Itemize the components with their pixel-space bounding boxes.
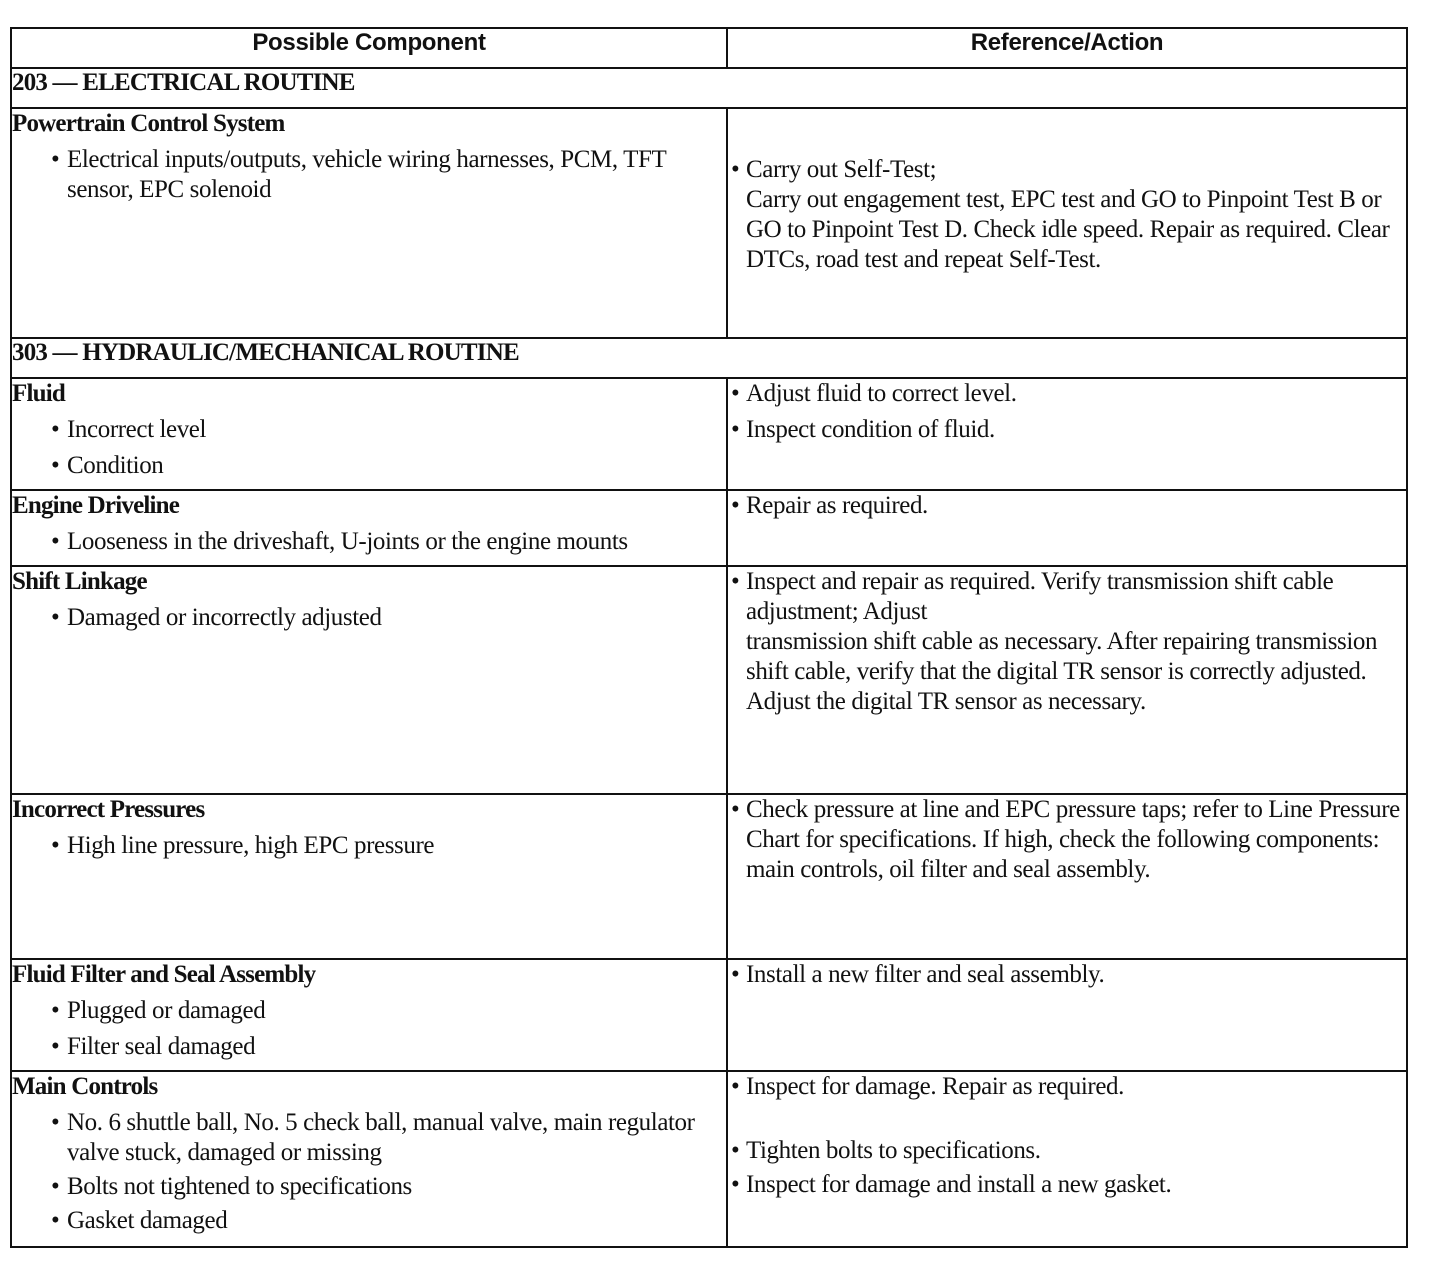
action-item: • Carry out Self-Test; [728,155,1406,185]
component-cell [11,566,727,794]
component-cell [11,959,727,1071]
component-title: Fluid Filter and Seal Assembly [12,961,316,988]
cause-item: • High line pressure, high EPC pressure [12,831,726,861]
header-reference-action: Reference/Action [727,28,1407,68]
action-item: • Check pressure at line and EPC pressure taps; refer to Line Pressure Chart for specifications. If high, check the following components: main controls, oil filter and seal assembly. [728,795,1406,885]
action-cell [727,1071,1407,1247]
table-row-powertrain [11,108,1407,338]
action-item: • Adjust fluid to correct level. [728,379,1406,409]
section-title: 303 — HYDRAULIC/MECHANICAL ROUTINE [11,338,1407,378]
section-row-electrical [11,68,1407,108]
action-item: • Inspect for damage and install a new gasket. [728,1170,1406,1200]
section-title: 203 — ELECTRICAL ROUTINE [11,68,1407,108]
component-cell [11,108,727,338]
cause-item: • Electrical inputs/outputs, vehicle wiring harnesses, PCM, TFT sensor, EPC solenoid [12,145,726,205]
table-row-incorrect-pressures [11,794,1407,959]
component-title: Shift Linkage [12,568,147,595]
action-cell [727,490,1407,566]
table-row-fluid [11,378,1407,490]
component-title: Fluid [12,380,65,407]
action-item-continued: transmission shift cable as necessary. After repairing transmission shift cable, verify that the digital TR sensor is correctly adjusted. Adjust the digital TR sensor as necessary. [746,628,1378,715]
table-row-fluid-filter [11,959,1407,1071]
action-cell [727,378,1407,490]
component-title: Powertrain Control System [12,110,285,137]
action-item-continued: Carry out engagement test, EPC test and GO to Pinpoint Test B or GO to Pinpoint Test D. Check idle speed. Repair as required. Clear DTCs, road test and repeat Self-Test. [746,186,1390,273]
component-title: Incorrect Pressures [12,796,205,823]
cause-item: • Damaged or incorrectly adjusted [12,603,726,633]
action-cell [727,794,1407,959]
diagnosis-table [10,27,1408,1248]
table-row-shift-linkage [11,566,1407,794]
cause-item: • Filter seal damaged [12,1032,726,1062]
cause-item: • Incorrect level [12,415,726,445]
cause-item: • Bolts not tightened to specifications [12,1172,726,1202]
section-row-hydraulic [11,338,1407,378]
cause-item: • Looseness in the driveshaft, U-joints or the engine mounts [12,527,726,557]
cause-item: • Condition [12,451,726,481]
action-item: • Repair as required. [728,491,1406,521]
action-item: • Inspect for damage. Repair as required. [728,1072,1406,1102]
action-cell [727,566,1407,794]
cause-item: • Gasket damaged [12,1206,726,1236]
action-item: • Inspect and repair as required. Verify transmission shift cable adjustment; Adjust [728,567,1406,627]
cause-item: • Plugged or damaged [12,996,726,1026]
table-row-main-controls [11,1071,1407,1247]
component-cell [11,378,727,490]
component-cell [11,490,727,566]
header-possible-component: Possible Component [11,28,727,68]
component-title: Engine Driveline [12,492,180,519]
table-row-engine-driveline [11,490,1407,566]
component-cell [11,794,727,959]
component-cell [11,1071,727,1247]
action-cell [727,108,1407,338]
component-title: Main Controls [12,1073,158,1100]
action-item: • Inspect condition of fluid. [728,415,1406,445]
action-item: • Tighten bolts to specifications. [728,1136,1406,1166]
action-item: • Install a new filter and seal assembly. [728,960,1406,990]
cause-item: • No. 6 shuttle ball, No. 5 check ball, manual valve, main regulator valve stuck, damaged or missing [12,1108,726,1168]
table-header-row [11,28,1407,68]
action-cell [727,959,1407,1071]
